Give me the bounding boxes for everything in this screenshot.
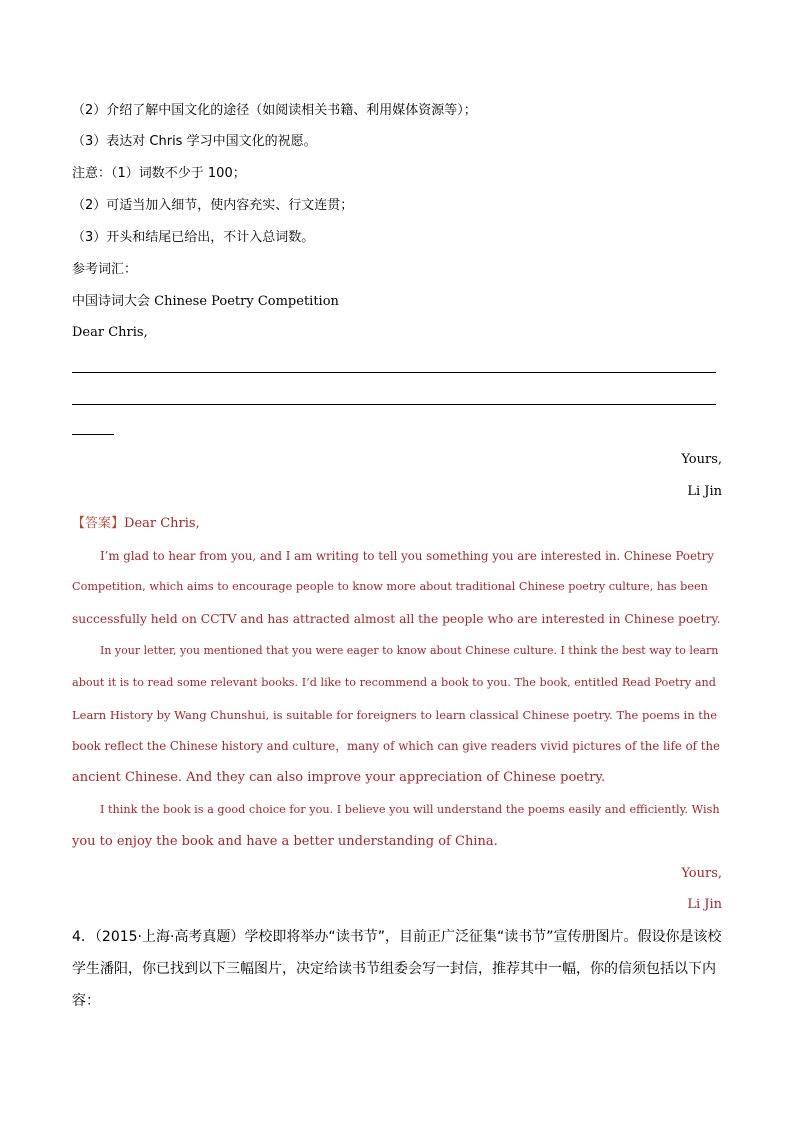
answer-greeting: Dear Chris,	[124, 516, 200, 531]
question-4-line: 容：	[72, 993, 100, 1009]
requirement-2: （2）介绍了解中国文化的途径（如阅读相关书籍、利用媒体资源等）；	[72, 103, 477, 118]
letter-greeting: Dear Chris,	[72, 325, 148, 340]
answer-p2-line: ancient Chinese. And they can also improve your appreciation of Chinese poetry.	[72, 770, 606, 785]
requirement-3: （3）表达对 Chris 学习中国文化的祝愿。	[72, 134, 317, 149]
vocab-label: 参考词汇：	[72, 262, 138, 277]
note-3: （3）开头和结尾已给出，不计入总词数。	[72, 230, 315, 245]
letter-closing: Yours,	[681, 452, 722, 467]
writing-line	[72, 404, 716, 405]
vocab-item: 中国诗词大会 Chinese Poetry Competition	[72, 294, 339, 309]
question-4-line: 学生潘阳，你已找到以下三幅图片，决定给读书节组委会写一封信，推荐其中一幅，你的信须包括以下内	[72, 961, 716, 977]
answer-p2-line: In your letter, you mentioned that you were eager to know about Chinese culture. I think the best way to learn	[100, 644, 719, 657]
writing-line-short	[72, 434, 114, 435]
writing-line	[72, 372, 716, 373]
answer-p3-line: you to enjoy the book and have a better understanding of China.	[72, 834, 498, 849]
question-4-line: 4．（2015·上海·高考真题）学校即将举办“读书节”，目前正广泛征集“读书节”宣传册图片。假设你是该校	[72, 929, 722, 945]
answer-p1-line: successfully held on CCTV and has attracted almost all the people who are interested in Chinese poetry.	[72, 612, 721, 626]
answer-p1-line: I’m glad to hear from you, and I am writing to tell you something you are interested in. Chinese Poetry	[100, 549, 714, 563]
note-1: 注意：（1）词数不少于 100；	[72, 166, 246, 181]
answer-closing: Yours,	[681, 866, 722, 881]
answer-header	[72, 515, 200, 533]
answer-p2-line: Learn History by Wang Chunshui, is suitable for foreigners to learn classical Chinese poetry. The poems in the	[72, 708, 718, 722]
answer-p2-line: book reflect the Chinese history and culture，many of which can give readers vivid pictures of the life of the	[72, 739, 721, 753]
answer-p2-line: about it is to read some relevant books. I’d like to recommend a book to you. The book, entitled Read Poetry and	[72, 676, 716, 689]
answer-tag: 【答案】	[72, 516, 125, 531]
letter-signature: Li Jin	[687, 484, 722, 499]
answer-signature: Li Jin	[687, 897, 722, 912]
answer-p3-line: I think the book is a good choice for you. I believe you will understand the poems easily and efficiently. Wish	[100, 803, 720, 816]
note-2: （2）可适当加入细节，使内容充实、行文连贯；	[72, 198, 354, 213]
answer-p1-line: Competition, which aims to encourage people to know more about traditional Chinese poetry culture, has been	[72, 580, 708, 593]
